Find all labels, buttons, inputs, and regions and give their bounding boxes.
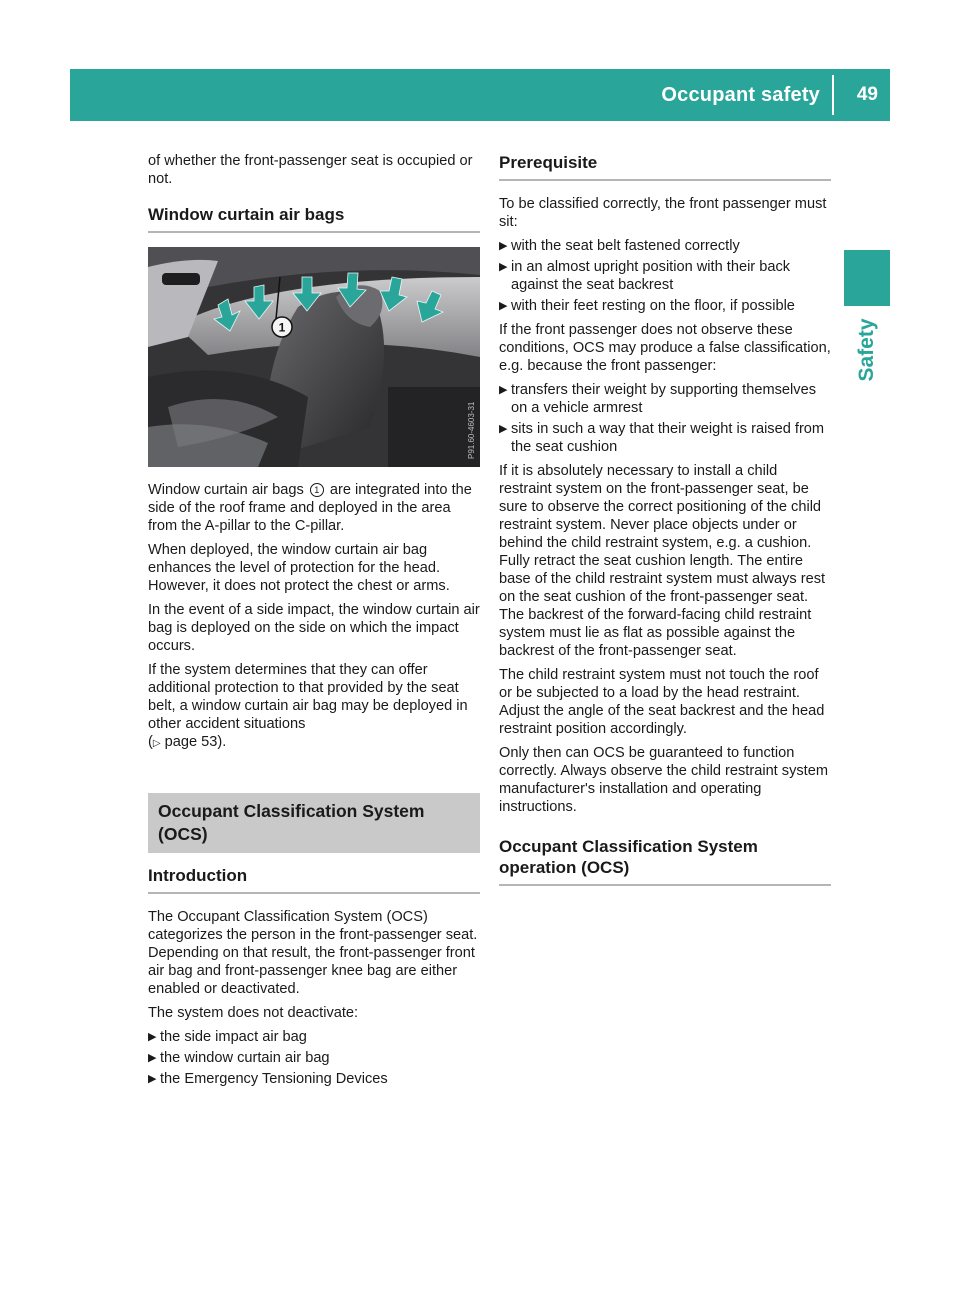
list-item: ▶ sits in such a way that their weight is raised from the seat cushion: [499, 421, 825, 455]
intro-paragraph: of whether the front-passenger seat is occupied or not.: [148, 153, 473, 187]
window-curtain-paragraph-4: If the system determines that they can offer additional protection to that provided by the seat belt, a window curtain air bag may be deployed in other accident situations: [148, 662, 468, 732]
list-item: ▶ with the seat belt fastened correctly: [499, 238, 740, 254]
sitting-requirements-list: [499, 237, 831, 315]
list-item: ▶ in an almost upright position with their back against the seat backrest: [499, 259, 791, 293]
page-ref-arrow-icon: ▷: [152, 738, 161, 749]
prerequisite-heading: Prerequisite: [499, 153, 598, 172]
window-curtain-airbag-figure: [148, 247, 480, 467]
bullet-icon: ▶: [499, 384, 508, 396]
ocs-section-title-line2: (OCS): [158, 824, 208, 844]
prerequisite-lead: To be classified correctly, the front passenger must sit:: [499, 196, 827, 230]
heading-rule: [499, 179, 831, 181]
ocs-operation-heading: Occupant Classification System operation (OCS): [499, 837, 758, 877]
list-item: ▶ the side impact air bag: [148, 1029, 307, 1045]
page-reference-line[interactable]: [148, 733, 480, 753]
header-bar: [70, 69, 890, 121]
child-restraint-paragraph: If it is absolutely necessary to install a child restraint system on the front-passenger seat, be sure to observe the correct positioning of the child restraint system. Never place objects under or behind the child restraint system, e.g. a cushion. Fully retract the seat cushion length. The entire base of the child restraint system must always rest on the seat cushion of the front-passenger seat. The backrest of the forward-facing child restraint system must lie as flat as possible against the backrest of the front-passenger seat.: [499, 463, 826, 659]
bullet-icon: ▶: [148, 1052, 157, 1064]
list-item: ▶ with their feet resting on the floor, if possible: [499, 298, 795, 314]
ocs-section-title-line1: Occupant Classification System: [158, 801, 425, 821]
introduction-heading: Introduction: [148, 866, 248, 885]
right-column: [499, 152, 831, 900]
ref-paren: (: [148, 734, 153, 750]
window-curtain-heading: Window curtain air bags: [148, 205, 345, 224]
ocs-section-box: [148, 793, 480, 853]
bullet-icon: ▶: [148, 1073, 157, 1085]
false-classification-list: [499, 381, 831, 456]
callout-number: 1: [278, 320, 286, 335]
callout-reference: 1: [310, 483, 324, 497]
not-deactivated-list: [148, 1028, 480, 1088]
bullet-icon: ▶: [499, 423, 508, 435]
p1-text-after: are integrated into the side of the roof frame and deployed in the area from the A-pillar to the C-pillar.: [148, 482, 472, 534]
section-tab-marker: [844, 250, 890, 306]
section-tab-label: [846, 320, 888, 380]
list-item: ▶ the Emergency Tensioning Devices: [148, 1071, 388, 1087]
window-curtain-paragraph-1: [148, 481, 480, 535]
bullet-icon: ▶: [499, 300, 508, 312]
page-header-title: Occupant safety: [661, 84, 820, 106]
guarantee-paragraph: Only then can OCS be guaranteed to function correctly. Always observe the child restraint system manufacturer's installation and operating instructions.: [499, 745, 829, 815]
deactivate-lead: The system does not deactivate:: [148, 1005, 359, 1021]
p1-text-before: Window curtain air bags: [148, 482, 304, 498]
page-number: 49: [856, 84, 878, 105]
bullet-icon: ▶: [499, 240, 508, 252]
heading-rule: [148, 231, 480, 233]
bullet-icon: ▶: [499, 261, 508, 273]
head-restraint-paragraph: The child restraint system must not touch the roof or be subjected to a load by the head restraint. Adjust the angle of the seat backrest and the head restraint position accordingly.: [499, 667, 825, 737]
window-curtain-paragraph-2: When deployed, the window curtain air bag enhances the level of protection for the head. However, it does not protect the chest or arms.: [148, 542, 450, 594]
list-item: ▶ transfers their weight by supporting themselves on a vehicle armrest: [499, 382, 816, 416]
section-tab-text: Safety: [855, 318, 878, 382]
car-interior-illustration: [148, 247, 480, 467]
header-divider: [832, 75, 834, 115]
heading-rule: [499, 884, 831, 886]
introduction-paragraph: The Occupant Classification System (OCS) categorizes the person in the front-passenger seat. Depending on that result, the front-passenger front air bag and front-passenger knee bag are either enabled or deactivated.: [148, 909, 478, 997]
left-column: [148, 152, 480, 1094]
heading-rule: [148, 892, 480, 894]
page-reference-link[interactable]: page 53).: [164, 734, 227, 750]
window-curtain-paragraph-3: In the event of a side impact, the window curtain air bag is deployed on the side on which the impact occurs.: [148, 602, 480, 654]
false-classification-paragraph: If the front passenger does not observe these conditions, OCS may produce a false classification, e.g. because the front passenger:: [499, 322, 831, 374]
bullet-icon: ▶: [148, 1031, 157, 1043]
list-item: ▶ the window curtain air bag: [148, 1050, 330, 1066]
figure-code: P91.60-4603-31: [467, 401, 476, 459]
